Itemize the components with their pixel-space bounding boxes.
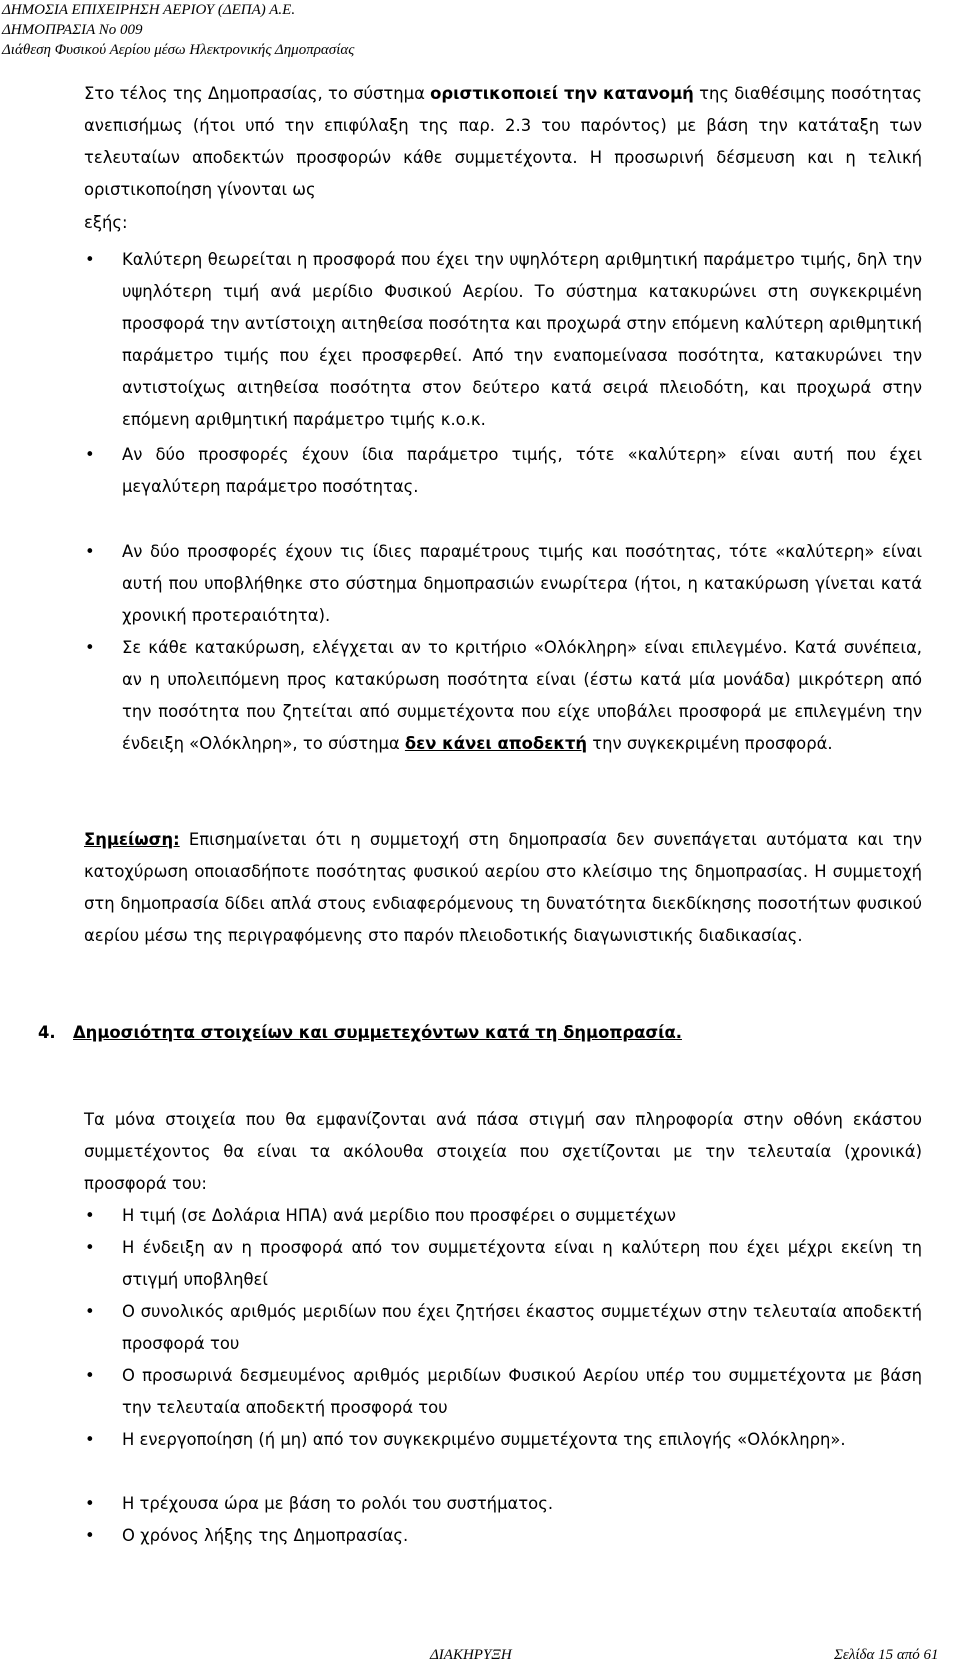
section-number: 4. [38, 1023, 56, 1042]
list-item: • Ο προσωρινά δεσμευμένος αριθμός μεριδίων Φυσικού Αερίου υπέρ του συμμετέχοντα με βάση την τελευταία αποδεκτή προσφορά του [122, 1360, 922, 1424]
note-label: Σημείωση: [84, 830, 180, 849]
bullet-icon: • [85, 1494, 95, 1513]
list-item: • Ο συνολικός αριθμός μεριδίων που έχει ζητήσει έκαστος συμμετέχων στην τελευταία αποδεκτή προσφορά του [122, 1296, 922, 1360]
bullet-icon: • [85, 1366, 95, 1385]
footer-page-number: Σελίδα 15 από 61 [834, 1647, 939, 1663]
list-item: • Η ένδειξη αν η προσφορά από τον συμμετέχοντα είναι η καλύτερη που έχει μέχρι εκείνη τη στιγμή υποβληθεί [122, 1232, 922, 1296]
underlined-bold-phrase: δεν κάνει αποδεκτή [404, 734, 588, 753]
bullet-icon: • [85, 542, 95, 561]
bullet-icon: • [85, 1430, 95, 1449]
list-item: • Καλύτερη θεωρείται η προσφορά που έχει την υψηλότερη αριθμητική παράμετρο τιμής, δηλ την υψηλότερη τιμή ανά μερίδιο Φυσικού Αερίου. Το σύστημα κατακυρώνει στη συγκεκριμένη προσφορά την αντίστοιχη αιτηθείσα ποσότητα και προχωρά στην επόμενη καλύτερη αριθμητική παράμετρο τιμής που έχει προσφερθεί. Από την εναπομείνασα ποσότητα, κατακυρώνει την αντιστοίχως αιτηθείσα ποσότητα στον δεύτερο κατά σειρά πλειοδότη, και προχωρά στην επόμενη αριθμητική παράμετρο τιμής κ.ο.κ. [122, 244, 922, 436]
section-title: Δημοσιότητα στοιχείων και συμμετεχόντων κατά τη δημοπρασία. [73, 1023, 682, 1042]
header-line-1: ΔΗΜΟΣΙΑ ΕΠΙΧΕΙΡΗΣΗ ΑΕΡΙΟΥ (ΔΕΠΑ) Α.Ε. [2, 2, 296, 18]
bullet-icon: • [85, 445, 95, 464]
header-line-3: Διάθεση Φυσικού Αερίου μέσω Ηλεκτρονικής Δημοπρασίας [2, 42, 355, 58]
bullet-icon: • [85, 638, 95, 657]
intro-continuation: εξής: [84, 213, 128, 232]
bullet-icon: • [85, 1526, 95, 1545]
list-item: • Αν δύο προσφορές έχουν ίδια παράμετρο τιμής, τότε «καλύτερη» είναι αυτή που έχει μεγαλύτερη παράμετρο ποσότητας. [122, 439, 922, 503]
list-item: • Ο χρόνος λήξης της Δημοπρασίας. [122, 1520, 922, 1552]
list-item: • Η τιμή (σε Δολάρια ΗΠΑ) ανά μερίδιο που προσφέρει ο συμμετέχων [122, 1200, 922, 1232]
list-item: • Η τρέχουσα ώρα με βάση το ρολόι του συστήματος. [122, 1488, 922, 1520]
footer-document-name: ΔΙΑΚΗΡΥΞΗ [430, 1647, 512, 1663]
section-heading [38, 1017, 682, 1049]
page-header [2, 0, 354, 60]
list-item: • Σε κάθε κατακύρωση, ελέγχεται αν το κριτήριο «Ολόκληρη» είναι επιλεγμένο. Κατά συνέπεια, αν η υπολειπόμενη προς κατακύρωση ποσότητα είναι (έστω κατά μία μονάδα) μικρότερη από την ποσότητα που ζητείται από συμμετέχοντα που είχε υποβάλει προσφορά με επιλεγμένη την ένδειξη «Ολόκληρη», το σύστημα δεν κάνει αποδεκτή την συγκεκριμένη προσφορά. [122, 632, 922, 760]
list-item: • Η ενεργοποίηση (ή μη) από τον συγκεκριμένο συμμετέχοντα της επιλογής «Ολόκληρη». [122, 1424, 922, 1456]
list-item: • Αν δύο προσφορές έχουν τις ίδιες παραμέτρους τιμής και ποσότητας, τότε «καλύτερη» είναι αυτή που υποβλήθηκε στο σύστημα δημοπρασιών ενωρίτερα (ήτοι, η κατακύρωση γίνεται κατά χρονική προτεραιότητα). [122, 536, 922, 632]
bullet-icon: • [85, 1238, 95, 1257]
bullet-icon: • [85, 1206, 95, 1225]
bullet-icon: • [85, 1302, 95, 1321]
intro-paragraph: Στο τέλος της Δημοπρασίας, το σύστημα οριστικοποιεί την κατανομή της διαθέσιμης ποσότητας ανεπισήμως (ήτοι υπό την επιφύλαξη της παρ. 2.3 του παρόντος) με βάση την κατάταξη των τελευταίων αποδεκτών προσφορών κάθε συμμετέχοντα. Η προσωρινή δέσμευση και η τελική οριστικοποίηση γίνονται ως [84, 84, 922, 199]
intro-bold-phrase: οριστικοποιεί την κατανομή [430, 84, 694, 103]
header-line-2: ΔΗΜΟΠΡΑΣΙΑ Νο 009 [2, 22, 143, 38]
visibility-intro: Τα μόνα στοιχεία που θα εμφανίζονται ανά πάσα στιγμή σαν πληροφορία στην οθόνη εκάστου συμμετέχοντος θα είναι τα ακόλουθα στοιχεία που σχετίζονται με την τελευταία (χρονικά) προσφορά του: [84, 1110, 922, 1193]
note-paragraph: Σημείωση: Επισημαίνεται ότι η συμμετοχή στη δημοπρασία δεν συνεπάγεται αυτόματα και την κατοχύρωση οποιασδήποτε ποσότητας φυσικού αερίου στο κλείσιμο της δημοπρασίας. Η συμμετοχή στη δημοπρασία δίδει απλά στους ενδιαφερόμενους τη δυνατότητα διεκδίκησης ποσοτήτων φυσικού αερίου μέσω της περιγραφόμενης στο παρόν πλειοδοτικής διαγωνιστικής διαδικασίας. [84, 830, 922, 945]
bullet-icon: • [85, 250, 95, 269]
